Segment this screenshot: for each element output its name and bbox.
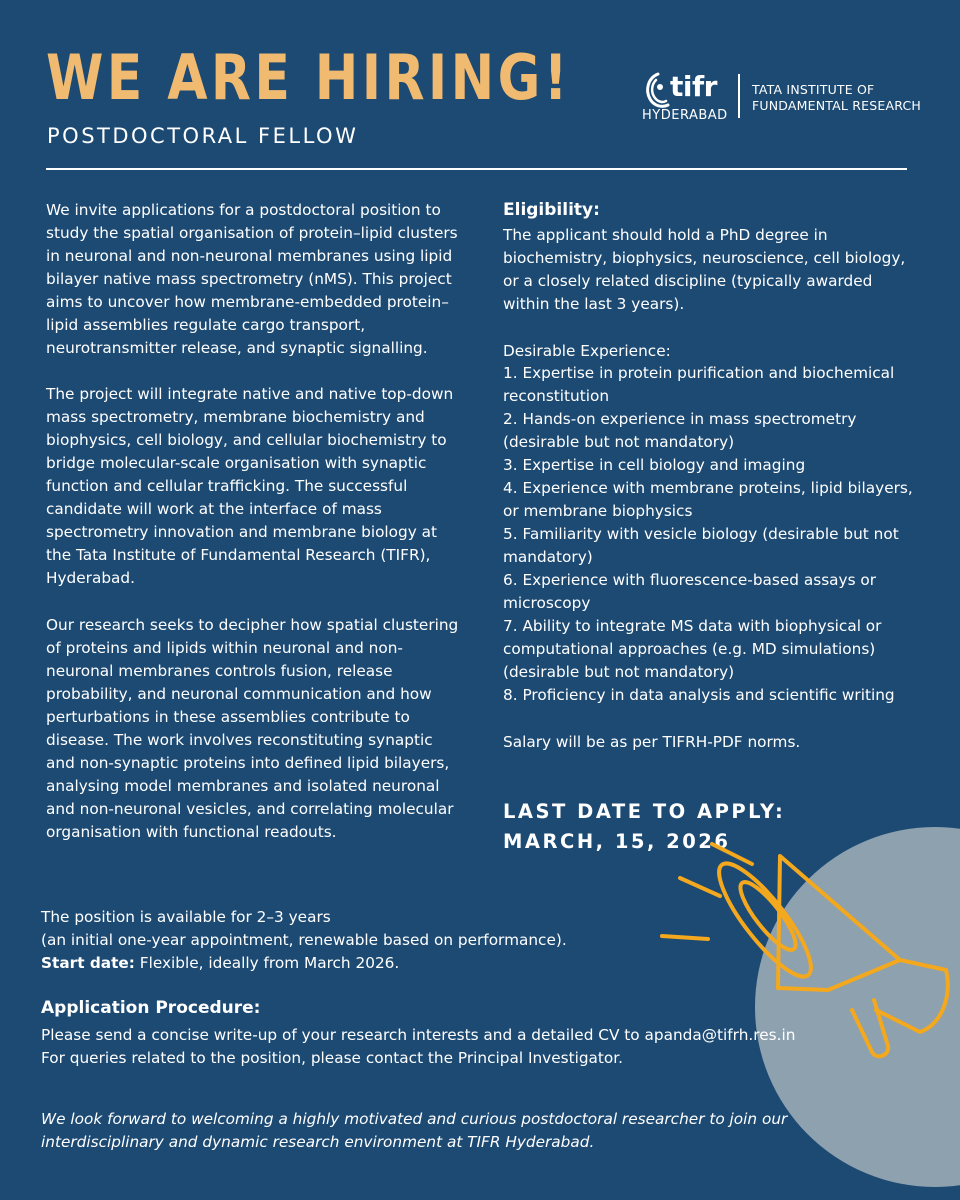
research-paragraph: Our research seeks to decipher how spatial clustering of proteins and lipids within neuronal and non-neuronal membranes controls fusion, release probability, and neuronal communication and how perturbations in these assemblies contribute to disease. The work involves reconstituting synaptic and non-synaptic proteins into defined lipid bilayers, analysing model membranes and isolated neuronal and non-neuronal vesicles, and correlating molecular organisation with functional readouts. — [46, 616, 459, 841]
intro-paragraph: We invite applications for a postdoctoral position to study the spatial organisation of protein–lipid clusters in neuronal and non-neuronal membranes using lipid bilayer native mass spectrometry (nMS). This project aims to uncover how membrane-embedded protein–lipid assemblies regulate cargo transport, neurotransmitter release, and synaptic signalling. — [46, 201, 458, 357]
eligibility-text: The applicant should hold a PhD degree in biochemistry, biophysics, neuroscience, cell biology, or a closely related discipline (typically awarded within the last 3 years). — [503, 226, 906, 313]
project-paragraph: The project will integrate native and native top-down mass spectrometry, membrane biochemistry and biophysics, cell biology, and cellular biochemistry to bridge molecular-scale organisation with synaptic function and cellular trafficking. The successful candidate will work at the interface of mass spectrometry innovation and membrane biology at the Tata Institute of Fundamental Research (TIFR), Hyderabad. — [46, 385, 454, 587]
deadline-label: LAST DATE TO APPLY: — [503, 800, 786, 823]
desirable-item: 3. Expertise in cell biology and imaging — [503, 456, 806, 474]
start-date — [41, 952, 399, 975]
position-appointment: (an initial one-year appointment, renewable based on performance). — [41, 931, 567, 949]
application-title: Application Procedure: — [41, 998, 261, 1018]
desirable-item: 6. Experience with fluorescence-based assays or microscopy — [503, 571, 877, 612]
desirable-title: Desirable Experience: — [503, 342, 671, 360]
desirable-item: 1. Expertise in protein purification and biochemical reconstitution — [503, 364, 895, 405]
desirable-item: 4. Experience with membrane proteins, lipid bilayers, or membrane biophysics — [503, 479, 913, 520]
salary-note: Salary will be as per TIFRH-PDF norms. — [503, 733, 801, 751]
application-instructions: Please send a concise write-up of your research interests and a detailed CV to apanda@tifrh.res.in — [41, 1026, 796, 1044]
logo-institute-line2: FUNDAMENTAL RESEARCH — [752, 98, 921, 113]
application-queries: For queries related to the position, please contact the Principal Investigator. — [41, 1049, 624, 1067]
desirable-item: 8. Proficiency in data analysis and scientific writing — [503, 686, 895, 704]
desirable-item: 2. Hands-on experience in mass spectrometry (desirable but not mandatory) — [503, 410, 857, 451]
start-date-value: Flexible, ideally from March 2026. — [134, 954, 400, 972]
deadline-date: MARCH, 15, 2026 — [503, 830, 731, 853]
logo-city: HYDERABAD — [642, 108, 728, 123]
headline: WE ARE HIRING! — [46, 41, 571, 114]
header-divider — [46, 168, 907, 170]
closing-statement: We look forward to welcoming a highly motivated and curious postdoctoral researcher to join our interdisciplinary and dynamic research environment at TIFR Hyderabad. — [41, 1110, 788, 1151]
logo-institute-line1: TATA INSTITUTE OF — [752, 82, 875, 97]
start-date-label: Start date: — [41, 954, 135, 972]
desirable-item: 5. Familiarity with vesicle biology (desirable but not mandatory) — [503, 525, 899, 566]
desirable-list — [503, 362, 918, 707]
subhead: POSTDOCTORAL FELLOW — [47, 124, 359, 148]
position-duration: The position is available for 2–3 years — [41, 908, 331, 926]
logo-wordmark: tifr — [670, 70, 717, 103]
logo-separator — [738, 74, 740, 118]
eligibility-title: Eligibility: — [503, 200, 600, 220]
tifr-logo — [642, 68, 922, 128]
desirable-item: 7. Ability to integrate MS data with biophysical or computational approaches (e.g. MD simulations) (desirable but not mandatory) — [503, 617, 882, 681]
